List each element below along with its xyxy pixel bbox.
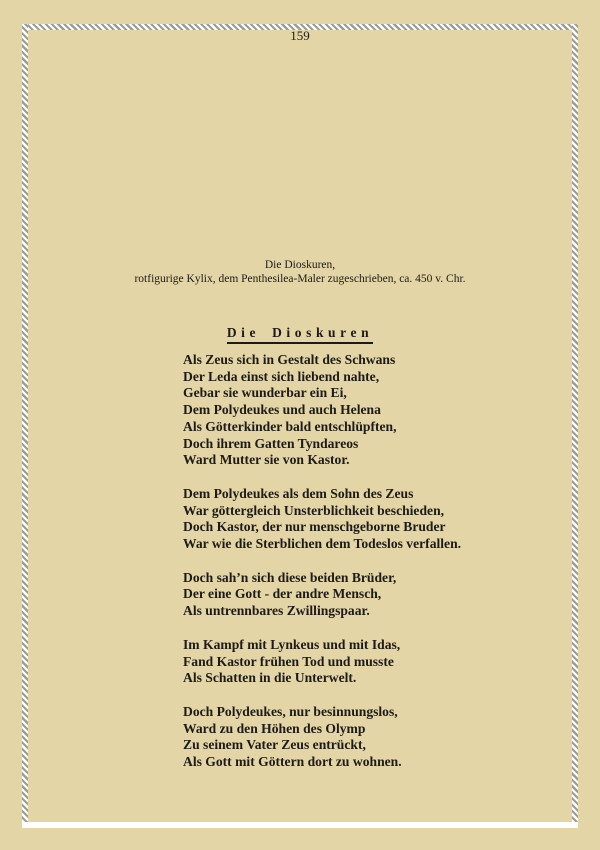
poem-line: Fand Kastor frühen Tod und musste: [183, 653, 394, 669]
poem-line: Doch Polydeukes, nur besinnungslos,: [183, 703, 398, 719]
poem-title: Die Dioskuren: [227, 325, 373, 344]
poem-line: Als untrennbares Zwillingspaar.: [183, 603, 370, 619]
poem-stanza: [183, 637, 553, 687]
poem-line: War göttergleich Unsterblichkeit beschieden,: [183, 502, 445, 518]
poem-line: Doch sah’n sich diese beiden Brüder,: [183, 569, 397, 585]
poem-line: Dem Polydeukes als dem Sohn des Zeus: [183, 485, 414, 501]
poem-line: Ward zu den Höhen des Olymp: [183, 720, 366, 736]
poem-stanza: [183, 352, 553, 469]
figure-caption-line: Die Dioskuren,: [264, 259, 336, 271]
page-frame-bottom: [22, 822, 578, 828]
poem-stanza: [183, 486, 553, 553]
poem-line: Der Leda einst sich liebend nahte,: [183, 368, 380, 384]
figure-caption-line: rotfigurige Kylix, dem Penthesilea-Maler zugeschrieben, ca. 450 v. Chr.: [134, 272, 466, 285]
poem-stanza: [183, 570, 553, 620]
poem-line: War wie die Sterblichen dem Todeslos verfallen.: [183, 536, 462, 552]
poem-line: Doch ihrem Gatten Tyndareos: [183, 435, 359, 451]
poem-line: Der eine Gott - der andre Mensch,: [183, 586, 382, 602]
poem-stanza: [183, 704, 553, 771]
poem-title-row: [0, 324, 600, 344]
poem-line: Doch Kastor, der nur menschgeborne Bruder: [183, 519, 446, 535]
poem-line: Als Zeus sich in Gestalt des Schwans: [183, 352, 396, 367]
poem-line: Zu seinem Vater Zeus entrückt,: [183, 737, 366, 753]
poem-line: Gebar sie wunderbar ein Ei,: [183, 385, 347, 401]
poem-line: Als Schatten in die Unterwelt.: [183, 670, 357, 686]
page-frame-left: [22, 24, 28, 828]
poem-line: Ward Mutter sie von Kastor.: [183, 452, 350, 468]
poem-line: Dem Polydeukes und auch Helena: [183, 402, 381, 418]
page-frame-right: [572, 24, 578, 828]
poem-line: Als Gott mit Göttern dort zu wohnen.: [183, 754, 402, 770]
figure-caption: [0, 259, 600, 286]
figure-placeholder: [60, 55, 540, 255]
poem-line: Im Kampf mit Lynkeus und mit Idas,: [183, 636, 401, 652]
poem: [183, 352, 553, 771]
poem-line: Als Götterkinder bald entschlüpften,: [183, 418, 397, 434]
page-number: 159: [290, 28, 310, 43]
